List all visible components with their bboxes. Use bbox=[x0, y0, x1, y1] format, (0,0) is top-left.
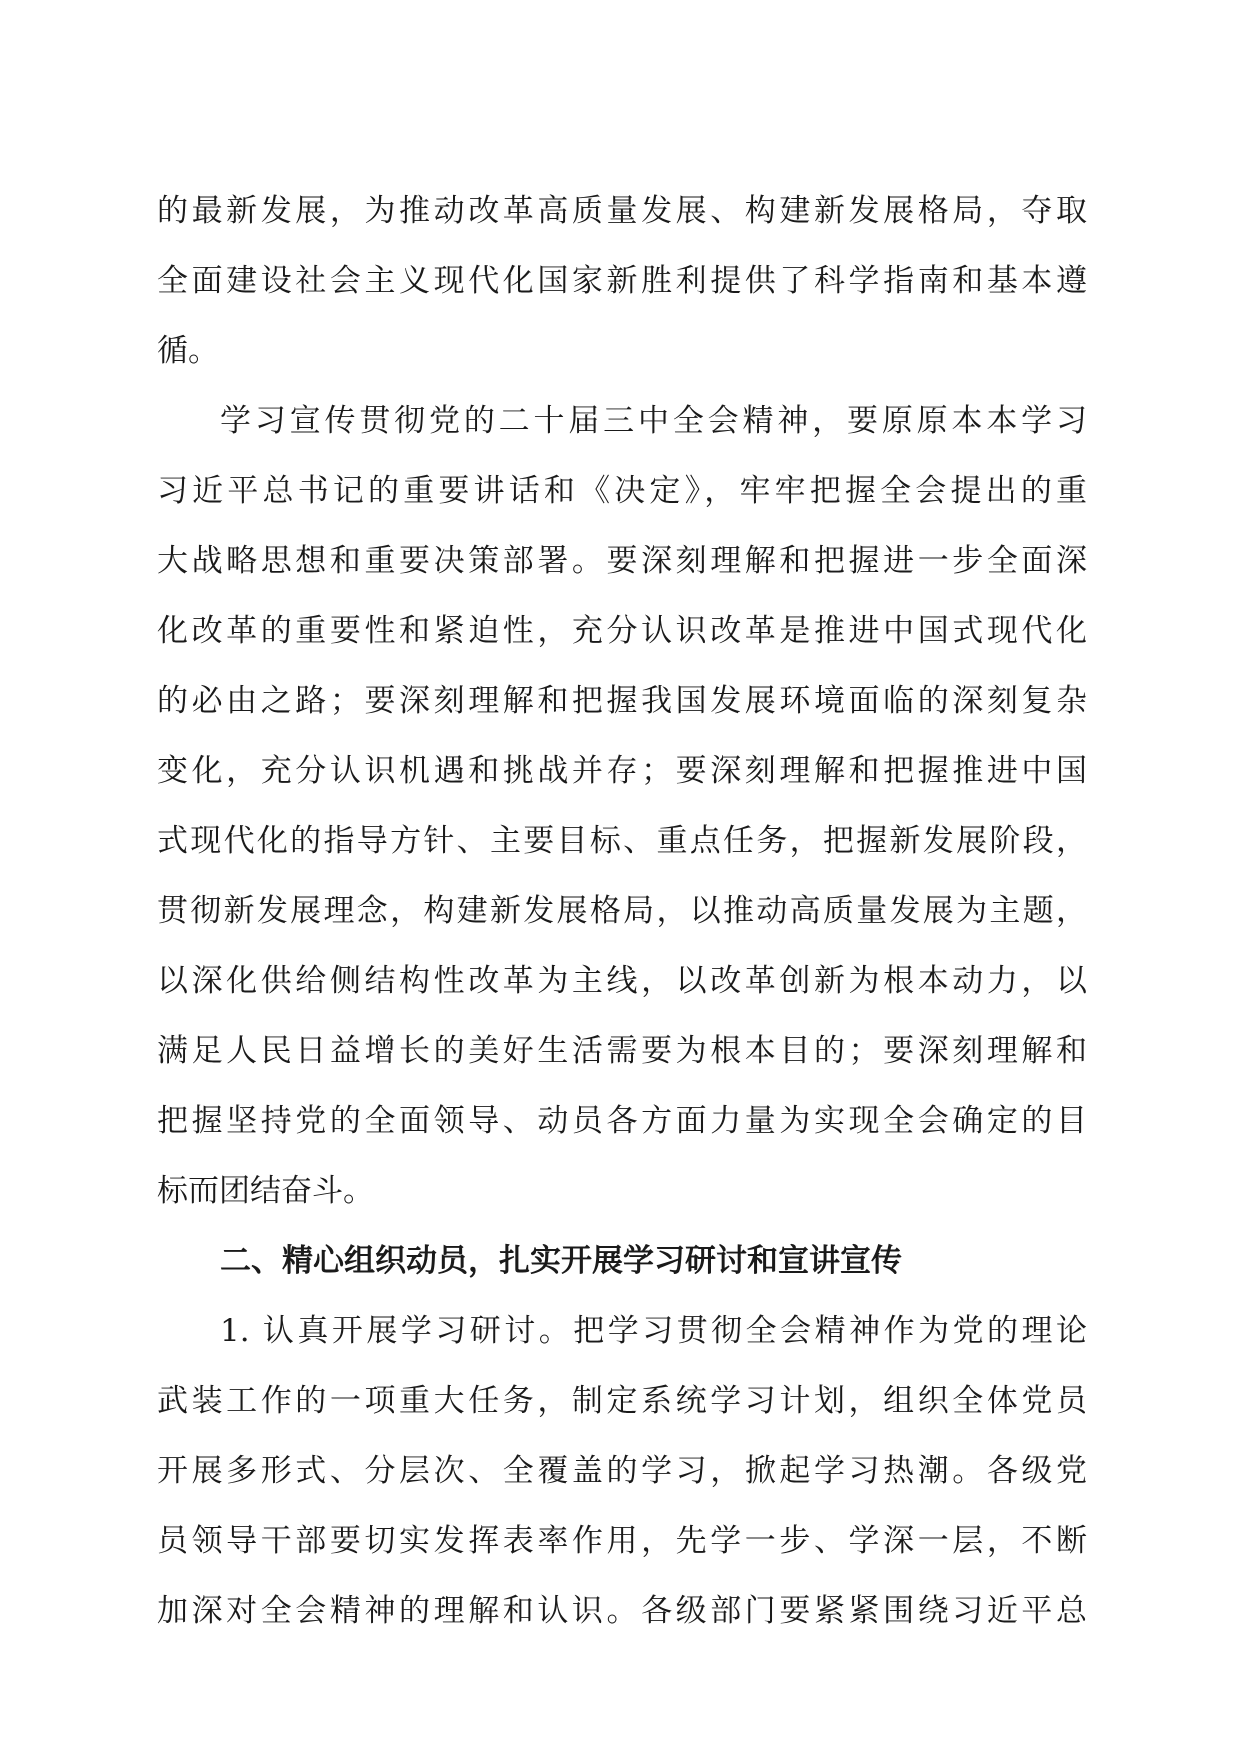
paragraph-1-line: 循。 bbox=[157, 333, 219, 369]
paragraph-3-line: 武装工作的一项重大任务，制定系统学习计划，组织全体党员 bbox=[157, 1383, 1087, 1419]
paragraph-1-line: 全面建设社会主义现代化国家新胜利提供了科学指南和基本遵 bbox=[157, 263, 1087, 299]
paragraph-2-line: 以深化供给侧结构性改革为主线，以改革创新为根本动力，以 bbox=[157, 963, 1087, 999]
paragraph-3-line: 加深对全会精神的理解和认识。各级部门要紧紧围绕习近平总 bbox=[157, 1593, 1087, 1629]
paragraph-2-line: 式现代化的指导方针、主要目标、重点任务，把握新发展阶段， bbox=[157, 823, 1087, 859]
paragraph-3-line: 员领导干部要切实发挥表率作用，先学一步、学深一层，不断 bbox=[157, 1523, 1087, 1559]
paragraph-2-line: 学习宣传贯彻党的二十届三中全会精神，要原原本本学习 bbox=[220, 403, 1087, 439]
section-heading: 二、精心组织动员，扎实开展学习研讨和宣讲宣传 bbox=[220, 1243, 902, 1279]
paragraph-2-line: 满足人民日益增长的美好生活需要为根本目的；要深刻理解和 bbox=[157, 1033, 1087, 1069]
paragraph-2-line: 化改革的重要性和紧迫性，充分认识改革是推进中国式现代化 bbox=[157, 613, 1087, 649]
paragraph-2-line: 变化，充分认识机遇和挑战并存；要深刻理解和把握推进中国 bbox=[157, 753, 1087, 789]
paragraph-2-line: 标而团结奋斗。 bbox=[157, 1173, 374, 1209]
paragraph-2-line: 贯彻新发展理念，构建新发展格局，以推动高质量发展为主题， bbox=[157, 893, 1087, 929]
paragraph-2-line: 把握坚持党的全面领导、动员各方面力量为实现全会确定的目 bbox=[157, 1103, 1087, 1139]
paragraph-2-line: 大战略思想和重要决策部署。要深刻理解和把握进一步全面深 bbox=[157, 543, 1087, 579]
paragraph-1-line: 的最新发展，为推动改革高质量发展、构建新发展格局，夺取 bbox=[157, 193, 1087, 229]
paragraph-3-line: 开展多形式、分层次、全覆盖的学习，掀起学习热潮。各级党 bbox=[157, 1453, 1087, 1489]
paragraph-2-line: 习近平总书记的重要讲话和《决定》，牢牢把握全会提出的重 bbox=[157, 473, 1087, 509]
paragraph-2-line: 的必由之路；要深刻理解和把握我国发展环境面临的深刻复杂 bbox=[157, 683, 1087, 719]
paragraph-3-line: 1. 认真开展学习研讨。把学习贯彻全会精神作为党的理论 bbox=[220, 1313, 1087, 1349]
